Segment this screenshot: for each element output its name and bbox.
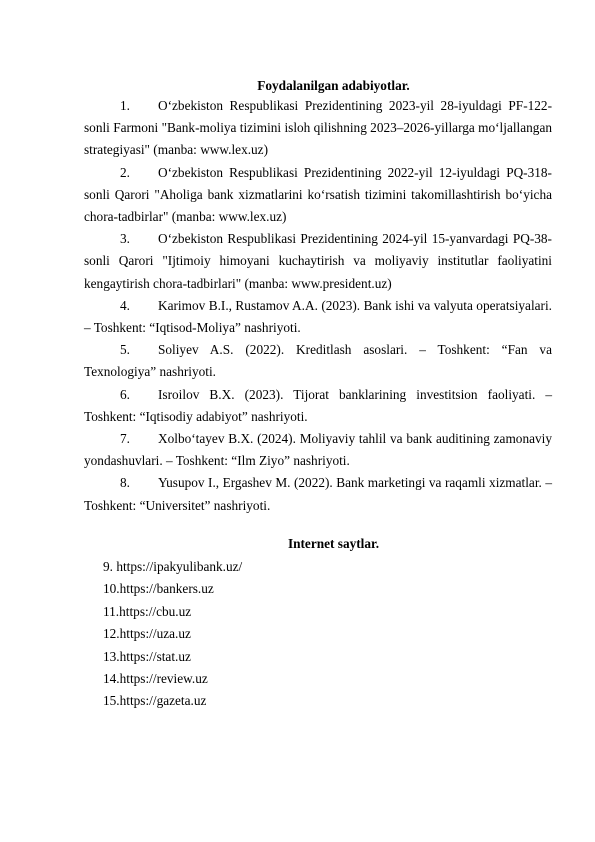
internet-site-item[interactable] bbox=[103, 646, 242, 668]
internet-site-item[interactable] bbox=[103, 578, 242, 600]
reference-text: O‘zbekiston Respublikasi Prezidentining 2024-yil 15-yanvardagi PQ-38-sonli Qarori "Ijtimoiy himoyani kuchaytirish va moliyaviy institutlar faoliyatini kengaytirish chora-tadbirlari" (manba: www.president.uz) bbox=[84, 231, 552, 291]
references-list bbox=[84, 95, 552, 517]
reference-item bbox=[84, 428, 552, 472]
site-number: 15. bbox=[103, 693, 120, 709]
site-url[interactable]: https://cbu.uz bbox=[119, 603, 192, 619]
site-url[interactable]: https://uza.uz bbox=[119, 626, 191, 642]
reference-text: Yusupov I., Ergashev M. (2022). Bank marketingi va raqamli xizmatlar. – Toshkent: “Universitet” nashriyoti. bbox=[84, 475, 552, 513]
reference-number: 1. bbox=[120, 98, 130, 113]
site-url[interactable]: https://review.uz bbox=[119, 671, 208, 687]
internet-site-item[interactable] bbox=[103, 623, 242, 645]
reference-text: Karimov B.I., Rustamov A.A. (2023). Bank ishi va valyuta operatsiyalari. – Toshkent: “Iqtisod-Moliya” nashriyoti. bbox=[84, 297, 552, 336]
reference-item bbox=[84, 472, 552, 516]
site-number: 14. bbox=[103, 671, 120, 687]
reference-number: 5. bbox=[120, 342, 130, 358]
internet-site-item[interactable] bbox=[103, 556, 242, 578]
site-url[interactable]: https://bankers.uz bbox=[119, 581, 214, 597]
internet-sites-list bbox=[103, 556, 242, 713]
internet-site-item[interactable] bbox=[103, 601, 242, 623]
site-url[interactable]: https://gazeta.uz bbox=[119, 693, 207, 709]
reference-item bbox=[84, 295, 552, 339]
site-number: 12. bbox=[103, 626, 120, 642]
reference-text: Soliyev A.S. (2022). Kreditlash asoslari. – Toshkent: “Fan va Texnologiya” nashriyoti. bbox=[84, 342, 552, 380]
internet-site-item[interactable] bbox=[103, 668, 242, 690]
reference-item bbox=[84, 228, 552, 295]
site-number: 13. bbox=[103, 648, 120, 664]
reference-text: Isroilov B.X. (2023). Tijorat banklarining investitsion faoliyati. – Toshkent: “Iqtisodiy adabiyot” nashriyoti. bbox=[84, 386, 552, 424]
reference-item bbox=[84, 95, 552, 162]
site-number: 11. bbox=[103, 603, 120, 619]
reference-number: 8. bbox=[120, 475, 130, 491]
site-number: 9. bbox=[103, 559, 113, 574]
reference-text: O‘zbekiston Respublikasi Prezidentining 2022-yil 12-iyuldagi PQ-318-sonli Qarori "Aholiga bank xizmatlarini ko‘rsatish tizimini takomillashtirish bo‘yicha chora-tadbirlar" (manba: www.lex.uz) bbox=[84, 164, 552, 225]
internet-sites-heading: Internet saytlar. bbox=[287, 536, 380, 551]
reference-number: 4. bbox=[120, 297, 130, 313]
site-url[interactable]: https://ipakyulibank.uz/ bbox=[116, 559, 243, 574]
reference-number: 2. bbox=[120, 164, 130, 180]
reference-item bbox=[84, 384, 552, 428]
reference-number: 6. bbox=[120, 386, 130, 402]
site-url[interactable]: https://stat.uz bbox=[119, 648, 191, 664]
reference-text: Xolbo‘tayev B.X. (2024). Moliyaviy tahlil va bank auditining zamonaviy yondashuvlari. – Toshkent: “Ilm Ziyo” nashriyoti. bbox=[84, 431, 552, 469]
reference-number: 3. bbox=[120, 231, 130, 247]
references-heading: Foydalanilgan adabiyotlar. bbox=[257, 78, 410, 93]
reference-number: 7. bbox=[120, 431, 130, 447]
internet-site-item[interactable] bbox=[103, 690, 242, 712]
reference-text: O‘zbekiston Respublikasi Prezidentining 2023-yil 28-iyuldagi PF-122-sonli Farmoni "Bank-moliya tizimini isloh qilishning 2023–2026-yillarga mo‘ljallangan strategiyasi" (manba: www.lex.uz) bbox=[84, 98, 552, 158]
reference-item bbox=[84, 162, 552, 229]
site-number: 10. bbox=[103, 581, 120, 597]
reference-item bbox=[84, 339, 552, 383]
